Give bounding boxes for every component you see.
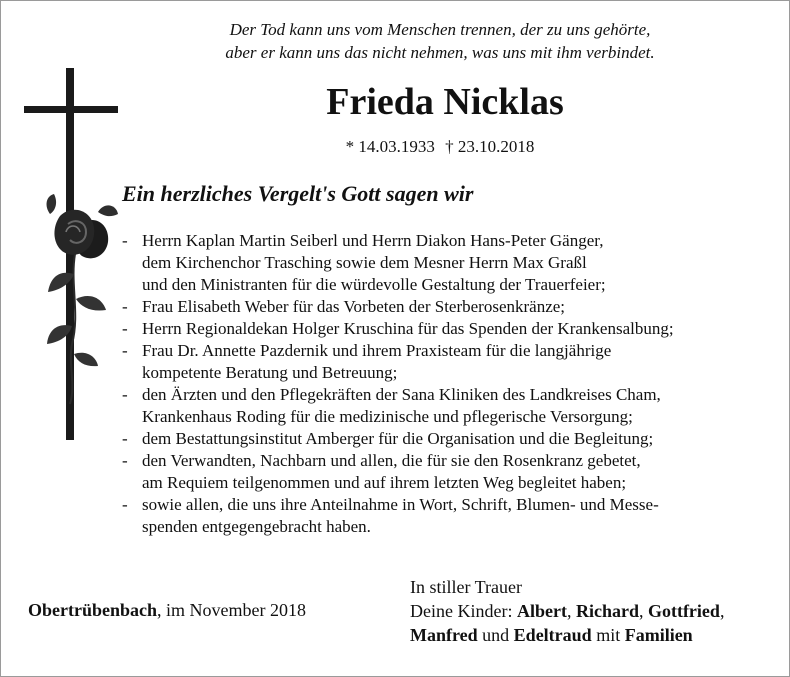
conjunction: und [477,625,514,645]
thanks-list-item [116,340,674,384]
death-date: † 23.10.2018 [445,137,535,156]
date-text: , im November 2018 [157,600,306,620]
thanks-line: Herrn Kaplan Martin Seiberl und Herrn Diakon Hans-Peter Gänger, [142,231,604,250]
thanks-line: und den Ministranten für die würdevolle Gestaltung der Trauerfeier; [142,275,606,294]
thanks-line: dem Kirchenchor Trasching sowie dem Mesner Herrn Max Graßl [142,253,587,272]
thanks-list [116,230,674,538]
signature-line: In stiller Trauer [410,577,522,597]
birth-date: * 14.03.1933 [345,137,435,156]
separator: , [638,601,648,621]
quote-line: Der Tod kann uns vom Menschen trennen, der zu uns gehörte, [229,20,651,39]
mourners-signature [410,575,724,647]
thanks-list-item [116,428,674,450]
thanks-line: den Ärzten und den Pflegekräften der Sana Kliniken des Landkreises Cham, [142,385,661,404]
cross-with-rose-icon [20,64,130,444]
thanks-list-item [116,296,674,318]
deceased-name: Frieda Nicklas [326,81,564,123]
child-name: Albert [516,601,567,621]
thanks-line: Krankenhaus Roding für die medizinische und pflegerische Versorgung; [142,407,633,426]
child-name: Richard [575,601,639,621]
thanks-line: Herrn Regionaldekan Holger Kruschina für das Spenden der Krankensalbung; [142,319,674,338]
thanks-heading: Ein herzliches Vergelt's Gott sagen wir [122,181,474,206]
thanks-list-item [116,318,674,340]
list-dash: - [122,341,128,360]
child-name: Edeltraud [513,625,592,645]
families-label: Familien [624,625,693,645]
thanks-line: sowie allen, die uns ihre Anteilnahme in Wort, Schrift, Blumen- und Messe- [142,495,659,514]
separator: , [566,601,576,621]
place-and-date [28,598,306,622]
thanks-line: Frau Elisabeth Weber für das Vorbeten der Sterberosenkränze; [142,297,566,316]
quote-line: aber er kann uns das nicht nehmen, was uns mit ihm verbindet. [225,43,655,62]
signature-line [410,623,724,647]
children-label: Deine Kinder: [410,601,517,621]
child-name: Gottfried [647,601,720,621]
life-dates [240,136,640,158]
thanks-line: kompetente Beratung und Betreuung; [142,363,398,382]
list-dash: - [122,495,128,514]
thanks-line: spenden entgegengebracht haben. [142,517,371,536]
thanks-list-item [116,450,674,494]
thanks-list-item [116,494,674,538]
list-dash: - [122,297,128,316]
memorial-quote [160,18,720,64]
thanks-line: den Verwandten, Nachbarn und allen, die für sie den Rosenkranz gebetet, [142,451,641,470]
thanks-line: Frau Dr. Annette Pazdernik und ihrem Praxisteam für die langjährige [142,341,612,360]
thanks-list-item [116,384,674,428]
child-name: Manfred [410,625,478,645]
list-dash: - [122,429,128,448]
list-dash: - [122,319,128,338]
signature-line [410,599,724,623]
separator: , [719,601,725,621]
thanks-line: am Requiem teilgenommen und auf ihrem letzten Weg begleitet haben; [142,473,627,492]
list-dash: - [122,231,128,250]
thanks-list-item [116,230,674,296]
list-dash: - [122,385,128,404]
town-name: Obertrübenbach [28,600,158,620]
thanks-line: dem Bestattungsinstitut Amberger für die Organisation und die Begleitung; [142,429,654,448]
list-dash: - [122,451,128,470]
conjunction: mit [591,625,625,645]
